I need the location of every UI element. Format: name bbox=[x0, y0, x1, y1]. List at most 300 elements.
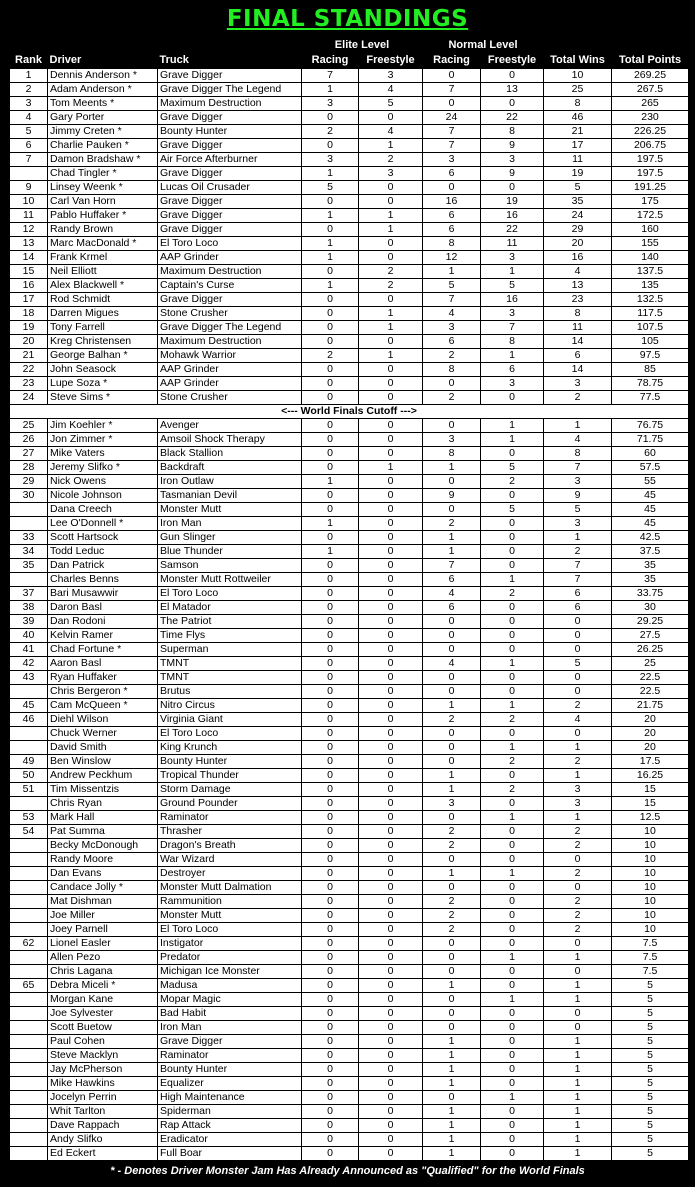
rank-cell: 39 bbox=[10, 615, 48, 629]
normal-racing-cell: 2 bbox=[423, 825, 481, 839]
rank-cell bbox=[10, 1007, 48, 1021]
table-row bbox=[10, 825, 689, 839]
rank-cell: 26 bbox=[10, 433, 48, 447]
elite-racing-cell: 0 bbox=[302, 895, 359, 909]
rank-cell bbox=[10, 923, 48, 937]
total-wins-cell: 2 bbox=[544, 909, 612, 923]
elite-freestyle-cell: 1 bbox=[359, 139, 423, 153]
elite-freestyle-cell: 0 bbox=[359, 181, 423, 195]
normal-racing-cell: 5 bbox=[423, 279, 481, 293]
rank-cell: 45 bbox=[10, 699, 48, 713]
elite-racing-cell: 0 bbox=[302, 867, 359, 881]
normal-racing-cell: 1 bbox=[423, 769, 481, 783]
table-row bbox=[10, 321, 689, 335]
total-points-cell: 5 bbox=[612, 1077, 689, 1091]
rank-cell: 46 bbox=[10, 713, 48, 727]
total-points-cell: 230 bbox=[612, 111, 689, 125]
truck-cell: AAP Grinder bbox=[158, 363, 302, 377]
total-points-cell: 85 bbox=[612, 363, 689, 377]
truck-cell: Madusa bbox=[158, 979, 302, 993]
elite-racing-cell: 0 bbox=[302, 965, 359, 979]
elite-racing-cell: 0 bbox=[302, 265, 359, 279]
normal-freestyle-cell: 22 bbox=[481, 111, 544, 125]
normal-racing-cell: 7 bbox=[423, 125, 481, 139]
table-row bbox=[10, 531, 689, 545]
total-wins-cell: 14 bbox=[544, 335, 612, 349]
elite-racing-cell: 1 bbox=[302, 475, 359, 489]
total-points-cell: 132.5 bbox=[612, 293, 689, 307]
rank-cell bbox=[10, 1119, 48, 1133]
driver-cell: Ryan Huffaker bbox=[48, 671, 158, 685]
total-points-cell: 5 bbox=[612, 1063, 689, 1077]
rank-cell: 28 bbox=[10, 461, 48, 475]
normal-freestyle-cell: 0 bbox=[481, 1147, 544, 1161]
elite-freestyle-cell: 0 bbox=[359, 377, 423, 391]
table-row bbox=[10, 1063, 689, 1077]
elite-racing-cell: 0 bbox=[302, 1105, 359, 1119]
rank-cell: 35 bbox=[10, 559, 48, 573]
normal-freestyle-cell: 1 bbox=[481, 573, 544, 587]
table-row bbox=[10, 251, 689, 265]
table-row bbox=[10, 685, 689, 699]
truck-cell: Instigator bbox=[158, 937, 302, 951]
driver-cell: Nick Owens bbox=[48, 475, 158, 489]
normal-freestyle-cell: 2 bbox=[481, 713, 544, 727]
truck-cell: Superman bbox=[158, 643, 302, 657]
total-points-cell: 76.75 bbox=[612, 419, 689, 433]
driver-cell: David Smith bbox=[48, 741, 158, 755]
total-wins-cell: 1 bbox=[544, 1091, 612, 1105]
driver-cell: Gary Porter bbox=[48, 111, 158, 125]
total-points-cell: 226.25 bbox=[612, 125, 689, 139]
elite-racing-header: Racing bbox=[311, 54, 349, 66]
truck-cell: Amsoil Shock Therapy bbox=[158, 433, 302, 447]
total-points-cell: 26.25 bbox=[612, 643, 689, 657]
elite-racing-cell: 0 bbox=[302, 629, 359, 643]
normal-racing-cell: 0 bbox=[423, 503, 481, 517]
total-wins-cell: 3 bbox=[544, 517, 612, 531]
total-points-cell: 267.5 bbox=[612, 83, 689, 97]
normal-freestyle-cell: 8 bbox=[481, 335, 544, 349]
truck-cell: Raminator bbox=[158, 811, 302, 825]
normal-freestyle-cell: 0 bbox=[481, 1077, 544, 1091]
elite-racing-cell: 0 bbox=[302, 1035, 359, 1049]
driver-cell: Jim Koehler * bbox=[48, 419, 158, 433]
normal-racing-cell: 0 bbox=[423, 741, 481, 755]
table-row bbox=[10, 559, 689, 573]
truck-cell: Predator bbox=[158, 951, 302, 965]
total-wins-cell: 5 bbox=[544, 503, 612, 517]
rank-cell bbox=[10, 517, 48, 531]
truck-cell: Stone Crusher bbox=[158, 307, 302, 321]
total-wins-cell: 2 bbox=[544, 755, 612, 769]
driver-cell: Linsey Weenk * bbox=[48, 181, 158, 195]
normal-racing-cell: 2 bbox=[423, 895, 481, 909]
elite-freestyle-cell: 0 bbox=[359, 895, 423, 909]
normal-freestyle-cell: 16 bbox=[481, 209, 544, 223]
normal-freestyle-cell: 0 bbox=[481, 685, 544, 699]
elite-freestyle-cell: 0 bbox=[359, 811, 423, 825]
truck-cell: Destroyer bbox=[158, 867, 302, 881]
elite-racing-cell: 0 bbox=[302, 195, 359, 209]
normal-freestyle-cell: 0 bbox=[481, 1119, 544, 1133]
truck-header: Truck bbox=[159, 54, 189, 66]
truck-cell: War Wizard bbox=[158, 853, 302, 867]
driver-cell: Allen Pezo bbox=[48, 951, 158, 965]
total-wins-cell: 1 bbox=[544, 993, 612, 1007]
truck-cell: Grave Digger bbox=[158, 1035, 302, 1049]
table-row bbox=[10, 391, 689, 405]
truck-cell: Monster Mutt bbox=[158, 503, 302, 517]
normal-racing-cell: 7 bbox=[423, 293, 481, 307]
rank-cell: 20 bbox=[10, 335, 48, 349]
table-row bbox=[10, 853, 689, 867]
total-wins-cell: 0 bbox=[544, 881, 612, 895]
total-wins-cell: 35 bbox=[544, 195, 612, 209]
total-points-cell: 10 bbox=[612, 923, 689, 937]
table-row bbox=[10, 419, 689, 433]
rank-cell: 21 bbox=[10, 349, 48, 363]
normal-freestyle-cell: 1 bbox=[481, 265, 544, 279]
driver-cell: Jimmy Creten * bbox=[48, 125, 158, 139]
normal-racing-cell: 1 bbox=[423, 1119, 481, 1133]
rank-cell: 25 bbox=[10, 419, 48, 433]
truck-cell: Eradicator bbox=[158, 1133, 302, 1147]
rank-cell: 42 bbox=[10, 657, 48, 671]
driver-cell: Chris Lagana bbox=[48, 965, 158, 979]
table-row bbox=[10, 839, 689, 853]
normal-racing-cell: 1 bbox=[423, 545, 481, 559]
rank-cell: 27 bbox=[10, 447, 48, 461]
elite-racing-cell: 0 bbox=[302, 811, 359, 825]
elite-freestyle-cell: 4 bbox=[359, 125, 423, 139]
table-row bbox=[10, 153, 689, 167]
elite-freestyle-cell: 2 bbox=[359, 265, 423, 279]
elite-freestyle-cell: 0 bbox=[359, 769, 423, 783]
driver-cell: Chad Tingler * bbox=[48, 167, 158, 181]
table-row bbox=[10, 447, 689, 461]
normal-freestyle-cell: 19 bbox=[481, 195, 544, 209]
elite-freestyle-cell: 0 bbox=[359, 195, 423, 209]
table-row bbox=[10, 363, 689, 377]
normal-freestyle-cell: 0 bbox=[481, 1035, 544, 1049]
total-wins-cell: 0 bbox=[544, 643, 612, 657]
normal-racing-cell: 8 bbox=[423, 363, 481, 377]
driver-header: Driver bbox=[49, 54, 82, 66]
total-wins-cell: 2 bbox=[544, 839, 612, 853]
rank-cell: 19 bbox=[10, 321, 48, 335]
elite-freestyle-cell: 0 bbox=[359, 993, 423, 1007]
elite-racing-cell: 0 bbox=[302, 447, 359, 461]
elite-racing-cell: 0 bbox=[302, 783, 359, 797]
total-points-cell: 12.5 bbox=[612, 811, 689, 825]
driver-cell: Mike Hawkins bbox=[48, 1077, 158, 1091]
total-points-cell: 155 bbox=[612, 237, 689, 251]
truck-cell: Full Boar bbox=[158, 1147, 302, 1161]
normal-freestyle-cell: 2 bbox=[481, 475, 544, 489]
total-wins-cell: 21 bbox=[544, 125, 612, 139]
elite-freestyle-cell: 0 bbox=[359, 1147, 423, 1161]
total-wins-cell: 3 bbox=[544, 797, 612, 811]
table-row bbox=[10, 797, 689, 811]
rank-cell: 17 bbox=[10, 293, 48, 307]
elite-freestyle-cell: 0 bbox=[359, 1063, 423, 1077]
table-row bbox=[10, 755, 689, 769]
elite-racing-cell: 0 bbox=[302, 853, 359, 867]
total-wins-cell: 17 bbox=[544, 139, 612, 153]
total-wins-cell: 1 bbox=[544, 1133, 612, 1147]
truck-cell: Bad Habit bbox=[158, 1007, 302, 1021]
driver-cell: Chris Bergeron * bbox=[48, 685, 158, 699]
total-points-cell: 57.5 bbox=[612, 461, 689, 475]
total-wins-cell: 16 bbox=[544, 251, 612, 265]
driver-cell: Joe Miller bbox=[48, 909, 158, 923]
elite-racing-cell: 0 bbox=[302, 1021, 359, 1035]
normal-racing-cell: 1 bbox=[423, 1147, 481, 1161]
driver-cell: Chuck Werner bbox=[48, 727, 158, 741]
normal-freestyle-cell: 0 bbox=[481, 643, 544, 657]
driver-cell: Frank Krmel bbox=[48, 251, 158, 265]
rank-cell: 5 bbox=[10, 125, 48, 139]
elite-freestyle-cell: 0 bbox=[359, 937, 423, 951]
elite-racing-cell: 0 bbox=[302, 825, 359, 839]
total-points-cell: 10 bbox=[612, 895, 689, 909]
total-points-cell: 137.5 bbox=[612, 265, 689, 279]
normal-freestyle-cell: 0 bbox=[481, 615, 544, 629]
truck-cell: Michigan Ice Monster bbox=[158, 965, 302, 979]
normal-racing-cell: 6 bbox=[423, 167, 481, 181]
total-wins-cell: 4 bbox=[544, 433, 612, 447]
total-wins-cell: 14 bbox=[544, 363, 612, 377]
total-wins-cell: 24 bbox=[544, 209, 612, 223]
rank-cell bbox=[10, 881, 48, 895]
elite-freestyle-cell: 0 bbox=[359, 839, 423, 853]
rank-cell: 62 bbox=[10, 937, 48, 951]
truck-cell: Monster Mutt bbox=[158, 909, 302, 923]
truck-cell: El Toro Loco bbox=[158, 237, 302, 251]
total-wins-cell: 5 bbox=[544, 657, 612, 671]
elite-racing-cell: 0 bbox=[302, 937, 359, 951]
total-wins-cell: 29 bbox=[544, 223, 612, 237]
normal-racing-cell: 0 bbox=[423, 881, 481, 895]
driver-cell: Andrew Peckhum bbox=[48, 769, 158, 783]
truck-cell: El Toro Loco bbox=[158, 727, 302, 741]
total-wins-cell: 1 bbox=[544, 769, 612, 783]
elite-racing-cell: 0 bbox=[302, 699, 359, 713]
normal-freestyle-cell: 0 bbox=[481, 391, 544, 405]
truck-cell: Equalizer bbox=[158, 1077, 302, 1091]
elite-racing-cell: 0 bbox=[302, 461, 359, 475]
driver-cell: George Balhan * bbox=[48, 349, 158, 363]
elite-freestyle-cell: 0 bbox=[359, 391, 423, 405]
rank-cell: 14 bbox=[10, 251, 48, 265]
elite-freestyle-cell: 0 bbox=[359, 335, 423, 349]
elite-racing-cell: 0 bbox=[302, 111, 359, 125]
driver-cell: Paul Cohen bbox=[48, 1035, 158, 1049]
normal-racing-cell: 1 bbox=[423, 1105, 481, 1119]
driver-cell: Dave Rappach bbox=[48, 1119, 158, 1133]
total-points-cell: 107.5 bbox=[612, 321, 689, 335]
elite-racing-cell: 0 bbox=[302, 391, 359, 405]
elite-racing-cell: 0 bbox=[302, 419, 359, 433]
rank-cell: 50 bbox=[10, 769, 48, 783]
normal-freestyle-cell: 3 bbox=[481, 251, 544, 265]
normal-freestyle-cell: 9 bbox=[481, 139, 544, 153]
elite-racing-cell: 2 bbox=[302, 349, 359, 363]
truck-cell: The Patriot bbox=[158, 615, 302, 629]
elite-racing-cell: 0 bbox=[302, 1133, 359, 1147]
normal-racing-cell: 1 bbox=[423, 531, 481, 545]
normal-racing-cell: 9 bbox=[423, 489, 481, 503]
truck-cell: Avenger bbox=[158, 419, 302, 433]
normal-freestyle-cell: 0 bbox=[481, 1021, 544, 1035]
truck-cell: Rammunition bbox=[158, 895, 302, 909]
total-wins-cell: 1 bbox=[544, 741, 612, 755]
driver-cell: Kreg Christensen bbox=[48, 335, 158, 349]
table-row bbox=[10, 97, 689, 111]
page-title: FINAL STANDINGS bbox=[226, 6, 469, 32]
elite-freestyle-cell: 0 bbox=[359, 293, 423, 307]
elite-freestyle-cell: 0 bbox=[359, 629, 423, 643]
total-wins-cell: 7 bbox=[544, 573, 612, 587]
table-row bbox=[10, 195, 689, 209]
normal-racing-cell: 6 bbox=[423, 573, 481, 587]
truck-cell: Tasmanian Devil bbox=[158, 489, 302, 503]
normal-freestyle-header: Freestyle bbox=[487, 54, 537, 66]
total-wins-cell: 2 bbox=[544, 923, 612, 937]
normal-freestyle-cell: 3 bbox=[481, 307, 544, 321]
normal-freestyle-cell: 0 bbox=[481, 181, 544, 195]
elite-freestyle-cell: 0 bbox=[359, 1049, 423, 1063]
total-points-cell: 45 bbox=[612, 517, 689, 531]
cutoff-row bbox=[10, 405, 689, 419]
table-row bbox=[10, 545, 689, 559]
elite-racing-cell: 0 bbox=[302, 321, 359, 335]
normal-racing-cell: 6 bbox=[423, 223, 481, 237]
normal-freestyle-cell: 0 bbox=[481, 895, 544, 909]
normal-freestyle-cell: 1 bbox=[481, 419, 544, 433]
table-row bbox=[10, 1119, 689, 1133]
total-points-cell: 191.25 bbox=[612, 181, 689, 195]
normal-freestyle-cell: 3 bbox=[481, 153, 544, 167]
rank-cell bbox=[10, 853, 48, 867]
elite-racing-cell: 2 bbox=[302, 125, 359, 139]
normal-racing-cell: 1 bbox=[423, 265, 481, 279]
normal-freestyle-cell: 0 bbox=[481, 1049, 544, 1063]
driver-cell: Dan Rodoni bbox=[48, 615, 158, 629]
table-row bbox=[10, 1021, 689, 1035]
table-row bbox=[10, 979, 689, 993]
driver-cell: Randy Brown bbox=[48, 223, 158, 237]
truck-cell: Brutus bbox=[158, 685, 302, 699]
table-row bbox=[10, 1077, 689, 1091]
normal-racing-cell: 1 bbox=[423, 1035, 481, 1049]
truck-cell: Grave Digger bbox=[158, 69, 302, 83]
elite-freestyle-cell: 0 bbox=[359, 363, 423, 377]
table-row bbox=[10, 503, 689, 517]
total-wins-cell: 1 bbox=[544, 419, 612, 433]
normal-racing-cell: 1 bbox=[423, 699, 481, 713]
elite-racing-cell: 0 bbox=[302, 909, 359, 923]
normal-racing-cell: 7 bbox=[423, 559, 481, 573]
elite-racing-cell: 0 bbox=[302, 671, 359, 685]
total-wins-cell: 1 bbox=[544, 1049, 612, 1063]
driver-cell: Chris Ryan bbox=[48, 797, 158, 811]
truck-cell: Mohawk Warrior bbox=[158, 349, 302, 363]
elite-freestyle-cell: 0 bbox=[359, 111, 423, 125]
total-wins-cell: 6 bbox=[544, 601, 612, 615]
rank-cell bbox=[10, 867, 48, 881]
normal-racing-cell: 1 bbox=[423, 979, 481, 993]
driver-cell: Lupe Soza * bbox=[48, 377, 158, 391]
total-wins-cell: 0 bbox=[544, 937, 612, 951]
truck-cell: TMNT bbox=[158, 657, 302, 671]
elite-freestyle-cell: 2 bbox=[359, 153, 423, 167]
driver-cell: Carl Van Horn bbox=[48, 195, 158, 209]
total-wins-cell: 0 bbox=[544, 727, 612, 741]
total-wins-cell: 1 bbox=[544, 1077, 612, 1091]
rank-cell bbox=[10, 1035, 48, 1049]
total-points-cell: 265 bbox=[612, 97, 689, 111]
total-points-cell: 16.25 bbox=[612, 769, 689, 783]
elite-freestyle-cell: 0 bbox=[359, 517, 423, 531]
driver-cell: Lionel Easler bbox=[48, 937, 158, 951]
rank-cell bbox=[10, 965, 48, 979]
rank-cell bbox=[10, 909, 48, 923]
table-row bbox=[10, 279, 689, 293]
elite-racing-cell: 1 bbox=[302, 279, 359, 293]
table-row bbox=[10, 181, 689, 195]
truck-cell: El Toro Loco bbox=[158, 923, 302, 937]
normal-racing-cell: 8 bbox=[423, 237, 481, 251]
elite-racing-cell: 0 bbox=[302, 713, 359, 727]
normal-racing-cell: 0 bbox=[423, 69, 481, 83]
truck-cell: Maximum Destruction bbox=[158, 265, 302, 279]
table-row bbox=[10, 1035, 689, 1049]
elite-racing-cell: 0 bbox=[302, 1063, 359, 1077]
elite-freestyle-cell: 0 bbox=[359, 573, 423, 587]
total-wins-cell: 20 bbox=[544, 237, 612, 251]
driver-cell: Charlie Pauken * bbox=[48, 139, 158, 153]
total-points-cell: 5 bbox=[612, 1133, 689, 1147]
elite-racing-cell: 0 bbox=[302, 1077, 359, 1091]
truck-cell: Rap Attack bbox=[158, 1119, 302, 1133]
total-points-cell: 10 bbox=[612, 839, 689, 853]
truck-cell: Grave Digger The Legend bbox=[158, 321, 302, 335]
total-points-cell: 5 bbox=[612, 1049, 689, 1063]
rank-cell bbox=[10, 573, 48, 587]
normal-racing-cell: 24 bbox=[423, 111, 481, 125]
table-row bbox=[10, 1091, 689, 1105]
driver-cell: Candace Jolly * bbox=[48, 881, 158, 895]
table-row bbox=[10, 307, 689, 321]
rank-cell: 33 bbox=[10, 531, 48, 545]
total-points-cell: 78.75 bbox=[612, 377, 689, 391]
normal-freestyle-cell: 0 bbox=[481, 1133, 544, 1147]
total-wins-cell: 9 bbox=[544, 489, 612, 503]
driver-cell: Marc MacDonald * bbox=[48, 237, 158, 251]
total-points-cell: 135 bbox=[612, 279, 689, 293]
driver-cell: Adam Anderson * bbox=[48, 83, 158, 97]
rank-cell: 22 bbox=[10, 363, 48, 377]
normal-freestyle-cell: 1 bbox=[481, 741, 544, 755]
elite-racing-cell: 1 bbox=[302, 167, 359, 181]
elite-freestyle-cell: 0 bbox=[359, 1133, 423, 1147]
total-points-cell: 172.5 bbox=[612, 209, 689, 223]
table-row bbox=[10, 349, 689, 363]
truck-cell: Grave Digger bbox=[158, 167, 302, 181]
driver-cell: Charles Benns bbox=[48, 573, 158, 587]
